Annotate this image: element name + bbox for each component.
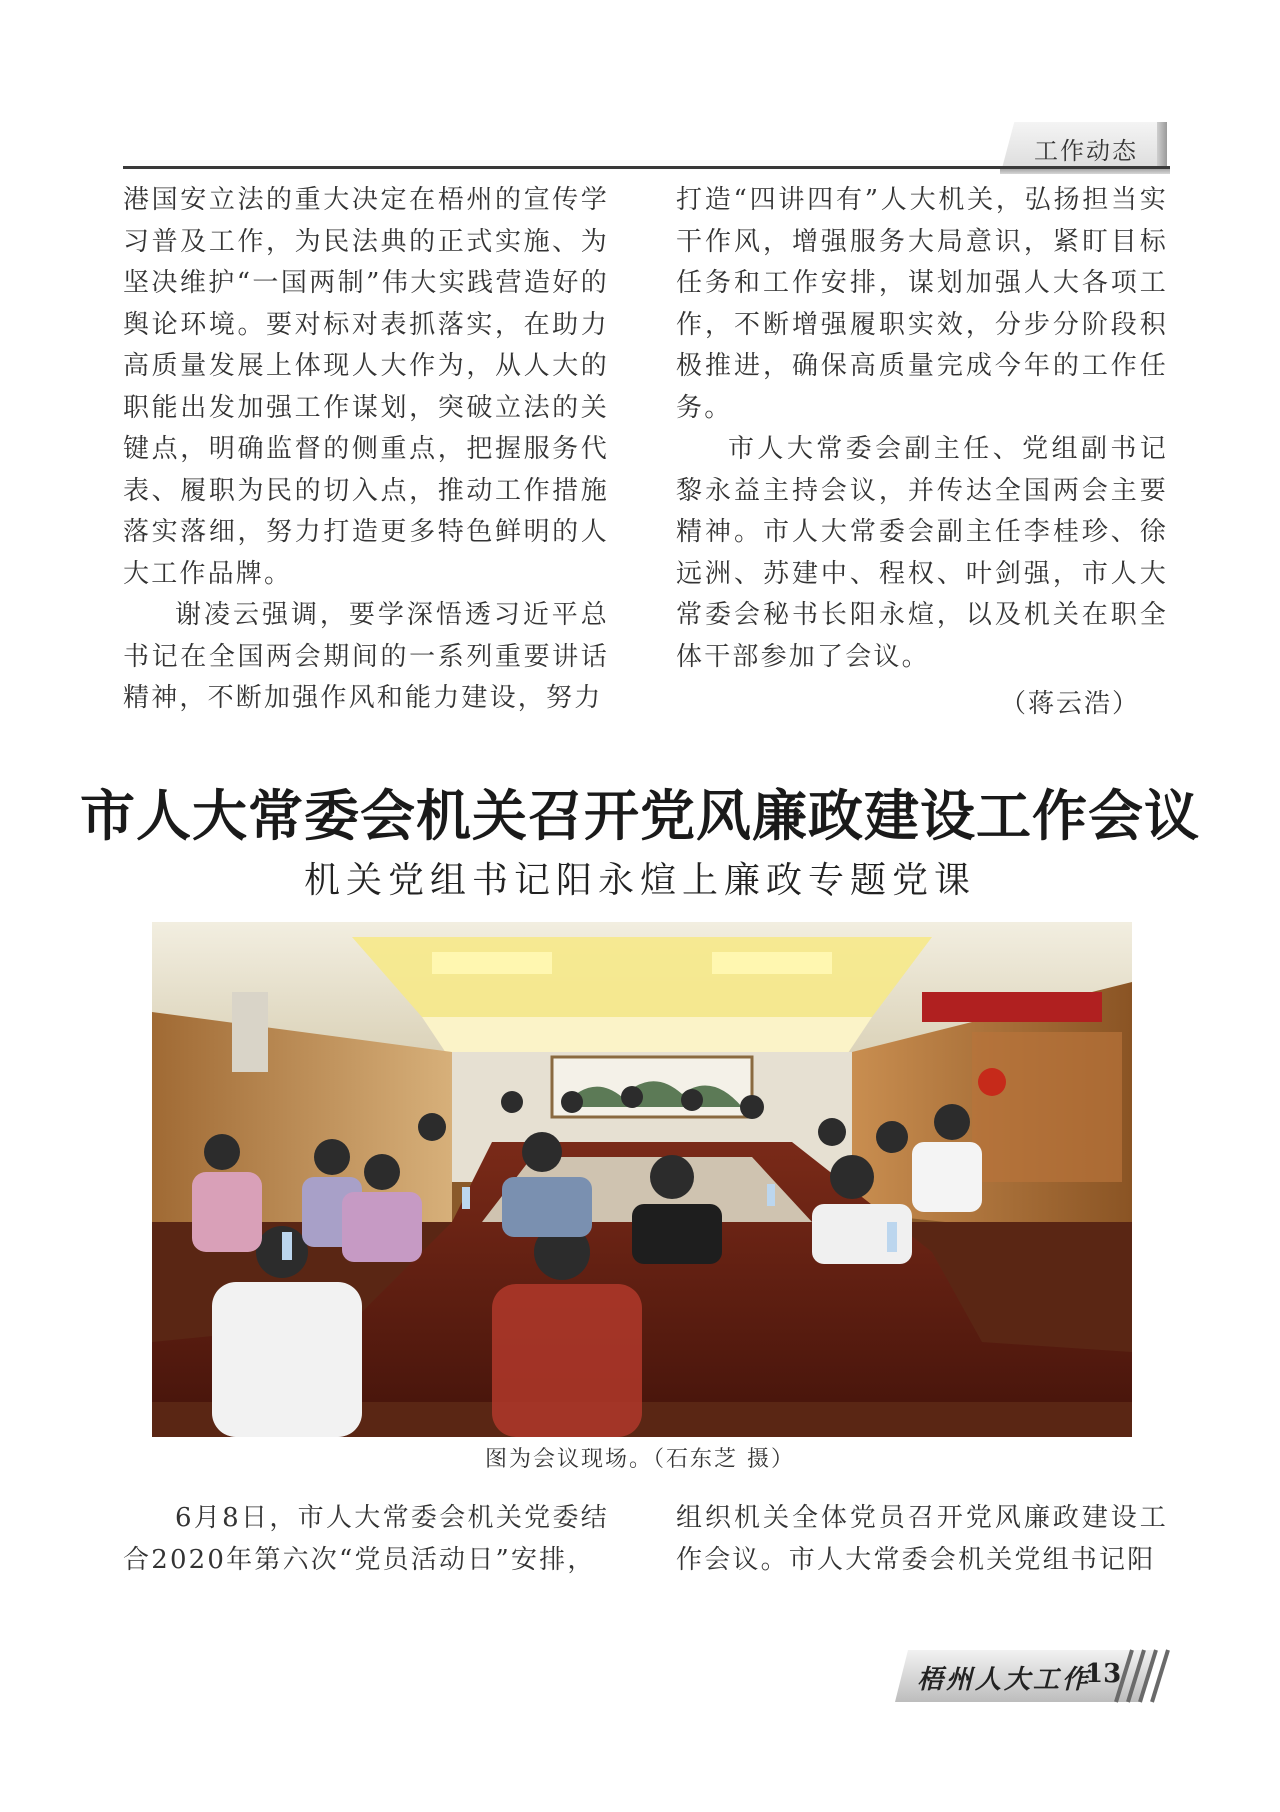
article2-left-column [123, 1498, 609, 1581]
header-rule [123, 166, 1170, 169]
photo-caption: 图为会议现场。（石东芝 摄） [485, 1447, 795, 1472]
article2-title: 市人大常委会机关召开党风廉政建设工作会议 [79, 783, 1200, 848]
article1-left-column [123, 180, 609, 720]
section-label: 工作动态 [1034, 137, 1138, 165]
meeting-photo-illustration [152, 922, 1132, 1437]
article2-right-paragraph: 组织机关全体党员召开党风廉政建设工作会议。市人大常委会机关党组书记阳 [676, 1503, 1168, 1575]
article1-right-column [676, 180, 1168, 678]
page-number: 13 [1085, 1659, 1122, 1689]
article2-left-paragraph: 6月8日，市人大常委会机关党委结合2020年第六次“党员活动日”安排， [123, 1503, 609, 1575]
article1-right-paragraph-1: 打造“四讲四有”人大机关，弘扬担当实干作风，增强服务大局意识，紧盯目标任务和工作安排，谋划加强人大各项工作，不断增强履职实效，分步分阶段积极推进，确保高质量完成今年的工作任务。 [676, 185, 1168, 423]
article1-author: （蒋云浩） [1000, 689, 1141, 719]
meeting-photo [152, 922, 1132, 1437]
article1-left-paragraph-2: 谢凌云强调，要学深悟透习近平总书记在全国两会期间的一系列重要讲话精神，不断加强作风和能力建设，努力 [123, 600, 609, 713]
article2-subtitle: 机关党组书记阳永煊上廉政专题党课 [303, 860, 976, 901]
article1-right-paragraph-2: 市人大常委会副主任、党组副书记黎永益主持会议，并传达全国两会主要精神。市人大常委会副主任李桂珍、徐远洲、苏建中、程权、叶剑强，市人大常委会秘书长阳永煊，以及机关在职全体干部参加了会议。 [676, 434, 1168, 672]
footer-publication-name: 梧州人大工作 [917, 1665, 1092, 1695]
article2-right-column [676, 1498, 1168, 1581]
article1-left-paragraph-1: 港国安立法的重大决定在梧州的宣传学习普及工作，为民法典的正式实施、为坚决维护“一国两制”伟大实践营造好的舆论环境。要对标对表抓落实，在助力高质量发展上体现人大作为，从人大的职能出发加强工作谋划，突破立法的关键点，明确监督的侧重点，把握服务代表、履职为民的切入点，推动工作措施落实落细，努力打造更多特色鲜明的人大工作品牌。 [123, 185, 609, 589]
